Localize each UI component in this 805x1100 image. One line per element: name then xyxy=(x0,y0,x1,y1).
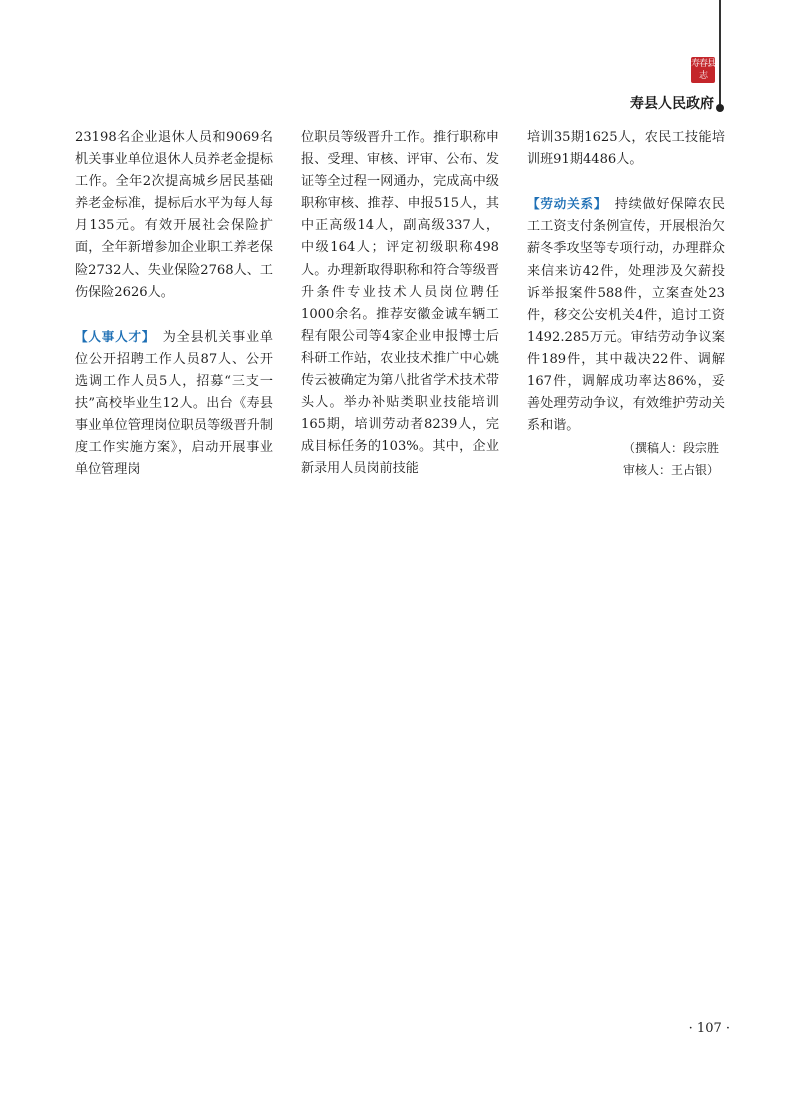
text-column-1 xyxy=(75,127,273,482)
header-rule xyxy=(719,0,721,108)
personnel-talent-text: 为全县机关事业单位公开招聘工作人员87人、公开选调工作人员5人，招募“三支一扶”高校毕业生12人。出台《寿县事业单位管理岗位职员等级晋升制度工作实施方案》，启动开展事业单位管理岗 xyxy=(75,329,274,478)
paragraph-gap xyxy=(527,171,725,193)
paragraph-gap xyxy=(75,304,273,326)
labor-relations-text: 持续做好保障农民工工资支付条例宣传，开展根治欠薪冬季攻坚等专项行动，办理群众来信来访42件，处理涉及欠薪投诉举报案件588件，立案查处23件，移交公安机关4件，追讨工资1492.285万元。审结劳动争议案件189件，其中裁决22件、调解167件，调解成功率达86%，妥善处理劳动争议，有效维护劳动关系和谐。 xyxy=(527,197,726,434)
personnel-talent-paragraph xyxy=(75,326,273,482)
labor-relations-paragraph xyxy=(527,193,725,437)
county-seal: 寿春县志 xyxy=(691,59,716,81)
header-rule-dot xyxy=(716,104,724,112)
credit-reviewer: 审核人：王占银） xyxy=(622,463,719,478)
pension-paragraph: 23198名企业退休人员和9069名机关事业单位退休人员养老金提标工作。全年2次提高城乡居民基础养老金标准，提标后水平为每人每月135元。有效开展社会保险扩面，全年新增参加企业职工养老保险2732人、失业保险2768人、工伤保险2626人。 xyxy=(75,130,273,300)
page-number: · 107 · xyxy=(688,1021,730,1036)
section-keyword-personnel: 【人事人才】 xyxy=(75,328,149,344)
section-keyword-labor: 【劳动关系】 xyxy=(527,196,601,212)
training-paragraph: 培训35期1625人，农民工技能培训班91期4486人。 xyxy=(527,130,725,168)
text-column-2 xyxy=(301,127,499,481)
title-promotion-paragraph: 位职员等级晋升工作。推行职称申报、受理、审核、评审、公布、发证等全过程一网通办，完成高中级职称审核、推荐、申报515人，其中正高级14人，副高级337人，中级164人；评定初级职称498人。办理新取得职称和符合等级晋升条件专业技术人员岗位聘任1000余名。推荐安徽金诚车辆工程有限公司等4家企业申报博士后科研工作站，农业技术推广中心姚传云被确定为第八批省学术技术带头人。举办补贴类职业技能培训165期，培训劳动者8239人，完成目标任务的103%。其中，企业新录用人员岗前技能 xyxy=(301,130,499,477)
credit-author: （撰稿人：段宗胜 xyxy=(622,441,719,456)
running-header-title: 寿县人民政府 xyxy=(630,96,714,112)
text-column-3 xyxy=(527,127,725,482)
